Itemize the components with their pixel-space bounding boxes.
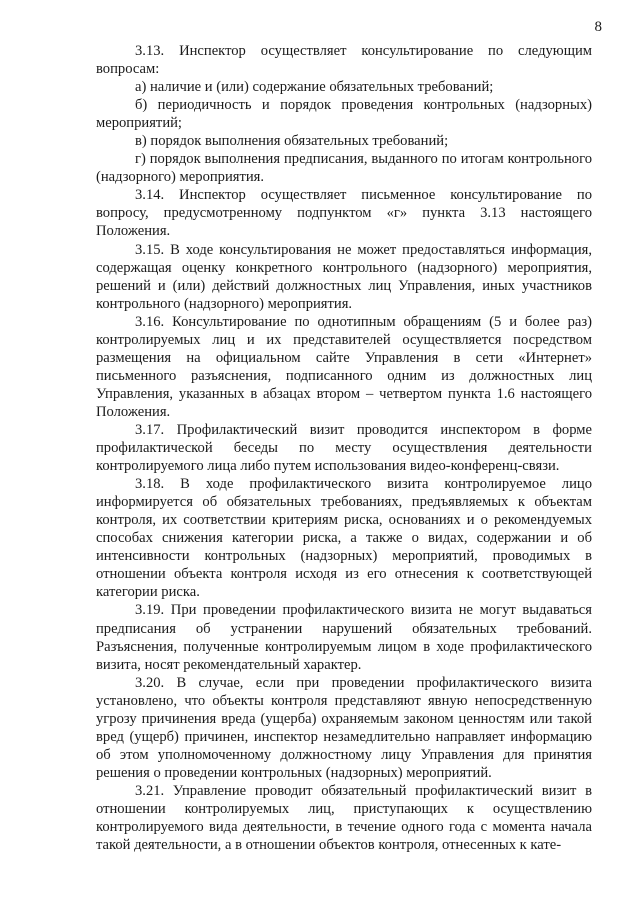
paragraph-3-18: 3.18. В ходе профилактического визита контролируемое лицо информируется об обязательных требованиях, предъявляемых к объектам контроля, их соответствии критериям риска, основаниях и о рекомендуемых способах снижения категории риска, а также о видах, содержании и об интенсивности контрольных (надзорных) мероприятий, проводимых в отношении объекта контроля исходя из его отнесения к соответствующей категории риска. [96,476,592,601]
paragraph-3-13-a: а) наличие и (или) содержание обязательных требований; [135,79,494,96]
paragraph-3-20: 3.20. В случае, если при проведении профилактического визита установлено, что объекты контроля представляют явную непосредственную угрозу причинения вреда (ущерба) охраняемым законом ценностям или такой вред (ущерб) причинен, инспектор незамедлительно направляет информацию об этом уполномоченному должностному лицу Управления для принятия решения о проведении контрольных (надзорных) мероприятий. [96,674,592,781]
paragraph-3-13-b: б) периодичность и порядок проведения контрольных (надзорных) мероприятий; [96,97,592,132]
page-number: 8 [594,19,602,35]
paragraph-3-13: 3.13. Инспектор осуществляет консультирование по следующим вопросам: [96,43,592,78]
paragraph-3-13-g: г) порядок выполнения предписания, выданного по итогам контрольного (надзорного) мероприятия. [96,151,592,186]
paragraph-3-19: 3.19. При проведении профилактического визита не могут выдаваться предписания об устранении нарушений обязательных требований. Разъяснения, полученные контролируемым лицом в ходе профилактического визита, носят рекомендательный характер. [96,602,592,673]
paragraph-3-17: 3.17. Профилактический визит проводится инспектором в форме профилактической беседы по месту осуществления деятельности контролируемого лица либо путем использования видео-конференц-связи. [96,421,592,475]
paragraph-3-13-v: в) порядок выполнения обязательных требований; [135,133,449,150]
paragraph-3-21: 3.21. Управление проводит обязательный профилактический визит в отношении контролируемых лиц, приступающих к осуществлению контролируемого вида деятельности, в течение одного года с момента начала такой деятельности, а в отношении объектов контроля, отнесенных к кате- [96,782,592,854]
paragraph-3-16: 3.16. Консультирование по однотипным обращениям (5 и более раз) контролируемых лиц и их представителей осуществляется посредством размещения на официальном сайте Управления в сети «Интернет» письменного разъяснения, подписанного одним из должностных лиц Управления, указанных в абзацах втором – четвертом пункта 1.6 настоящего Положения. [96,313,592,420]
paragraph-3-15: 3.15. В ходе консультирования не может предоставляться информация, содержащая оценку конкретного контрольного (надзорного) мероприятия, решений и (или) действий должностных лиц Управления, иных участников контрольного (надзорного) мероприятия. [96,241,592,312]
paragraph-3-14: 3.14. Инспектор осуществляет письменное консультирование по вопросу, предусмотренному подпунктом «г» пункта 3.13 настоящего Положения. [96,187,592,240]
document-body [96,42,592,854]
